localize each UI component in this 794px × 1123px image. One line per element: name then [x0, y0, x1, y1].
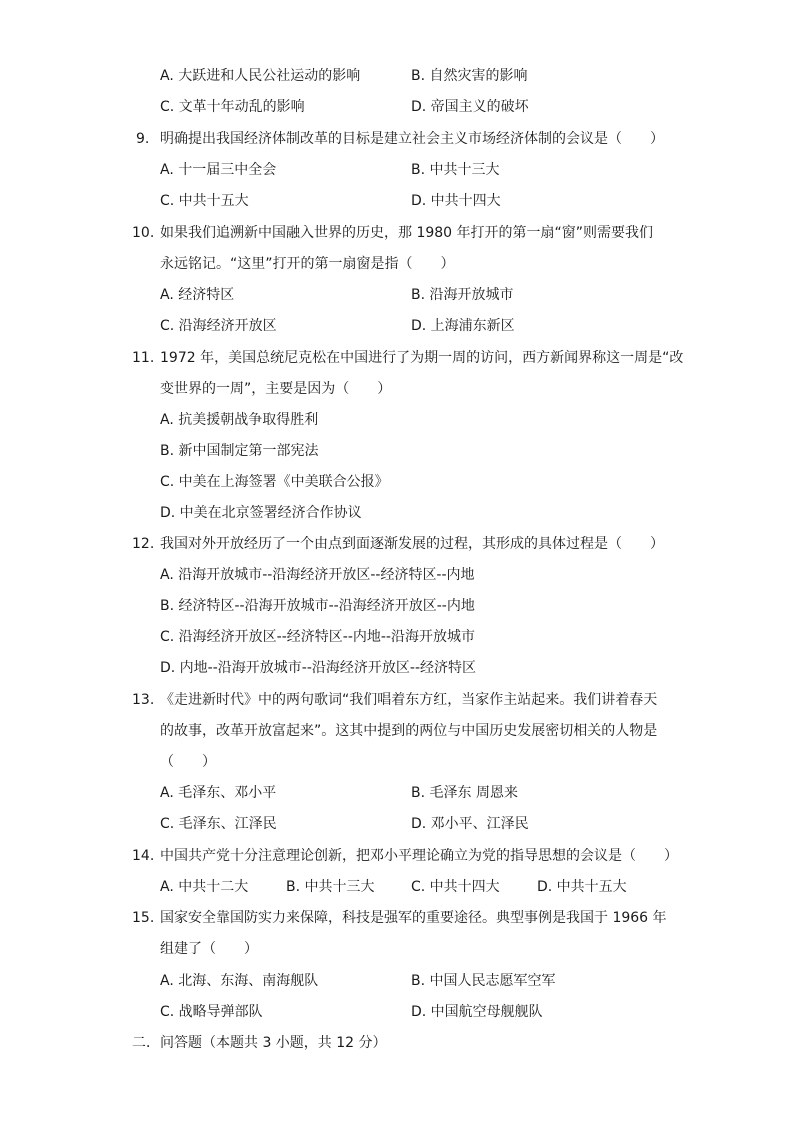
q10-number: 10. — [132, 225, 155, 241]
q8-option-b: B. 自然灾害的影响 — [411, 68, 528, 84]
q8-option-d: D. 帝国主义的破坏 — [411, 99, 529, 115]
q14-option-d: D. 中共十五大 — [537, 879, 627, 895]
q12-option-d: D. 内地--沿海开放城市--沿海经济开放区--经济特区 — [160, 660, 476, 676]
q12-stem: 我国对外开放经历了一个由点到面逐渐发展的过程，其形成的具体过程是（ ） — [160, 536, 664, 552]
q15-stem-line1: 国家安全靠国防实力来保障，科技是强军的重要途径。典型事例是我国于 1966 年 — [160, 910, 667, 926]
q11-stem-line2: 变世界的一周”，主要是因为（ ） — [160, 381, 392, 397]
q14-option-b: B. 中共十三大 — [286, 879, 375, 895]
q11-option-a: A. 抗美援朝战争取得胜利 — [160, 412, 319, 428]
q10-stem-line1: 如果我们追溯新中国融入世界的历史，那 1980 年打开的第一扇“窗”则需要我们 — [160, 225, 654, 241]
q14-stem: 中国共产党十分注意理论创新，把邓小平理论确立为党的指导思想的会议是（ ） — [160, 848, 678, 864]
q15-option-d: D. 中国航空母舰舰队 — [411, 1004, 543, 1020]
q12-number: 12. — [132, 536, 155, 552]
q11-number: 11. — [132, 350, 155, 366]
q8-option-a: A. 大跃进和人民公社运动的影响 — [160, 68, 361, 84]
q13-stem-line2: 的故事，改革开放富起来”。这其中提到的两位与中国历史发展密切相关的人物是 — [160, 723, 658, 739]
q11-option-d: D. 中美在北京签署经济合作协议 — [160, 505, 362, 521]
q15-stem-line2: 组建了（ ） — [160, 941, 258, 957]
q13-stem-line3: （ ） — [160, 754, 216, 770]
q8-option-c: C. 文革十年动乱的影响 — [160, 99, 305, 115]
q11-option-c: C. 中美在上海签署《中美联合公报》 — [160, 474, 389, 490]
q11-stem-line1: 1972 年，美国总统尼克松在中国进行了为期一周的访问，西方新闻界称这一周是“改 — [160, 350, 684, 366]
q10-option-d: D. 上海浦东新区 — [411, 318, 515, 334]
q12-option-c: C. 沿海经济开放区--经济特区--内地--沿海开放城市 — [160, 629, 475, 645]
q15-option-b: B. 中国人民志愿军空军 — [411, 973, 556, 989]
q15-option-a: A. 北海、东海、南海舰队 — [160, 973, 319, 989]
section-heading: 二．问答题（本题共 3 小题，共 12 分） — [132, 1035, 387, 1051]
q10-option-b: B. 沿海开放城市 — [411, 287, 514, 303]
q10-option-c: C. 沿海经济开放区 — [160, 318, 277, 334]
q11-option-b: B. 新中国制定第一部宪法 — [160, 443, 319, 459]
q9-number: 9. — [136, 131, 150, 147]
q15-option-c: C. 战略导弹部队 — [160, 1004, 263, 1020]
q9-option-a: A. 十一届三中全会 — [160, 162, 277, 178]
q9-option-b: B. 中共十三大 — [411, 162, 500, 178]
q9-option-c: C. 中共十五大 — [160, 193, 249, 209]
q14-option-c: C. 中共十四大 — [411, 879, 500, 895]
q13-option-a: A. 毛泽东、邓小平 — [160, 785, 277, 801]
q13-number: 13. — [132, 692, 155, 708]
q13-option-c: C. 毛泽东、江泽民 — [160, 816, 277, 832]
q14-option-a: A. 中共十二大 — [160, 879, 249, 895]
q13-option-d: D. 邓小平、江泽民 — [411, 816, 529, 832]
q12-option-a: A. 沿海开放城市--沿海经济开放区--经济特区--内地 — [160, 567, 475, 583]
q15-number: 15. — [132, 910, 155, 926]
q13-stem-line1: 《走进新时代》中的两句歌词“我们唱着东方红，当家作主站起来。我们讲着春天 — [160, 692, 658, 708]
q9-stem: 明确提出我国经济体制改革的目标是建立社会主义市场经济体制的会议是（ ） — [160, 131, 664, 147]
q10-stem-line2: 永远铭记。“这里”打开的第一扇窗是指（ ） — [160, 256, 455, 272]
q14-number: 14. — [132, 848, 155, 864]
q13-option-b: B. 毛泽东 周恩来 — [411, 785, 518, 801]
q12-option-b: B. 经济特区--沿海开放城市--沿海经济开放区--内地 — [160, 598, 475, 614]
q10-option-a: A. 经济特区 — [160, 287, 235, 303]
q9-option-d: D. 中共十四大 — [411, 193, 501, 209]
